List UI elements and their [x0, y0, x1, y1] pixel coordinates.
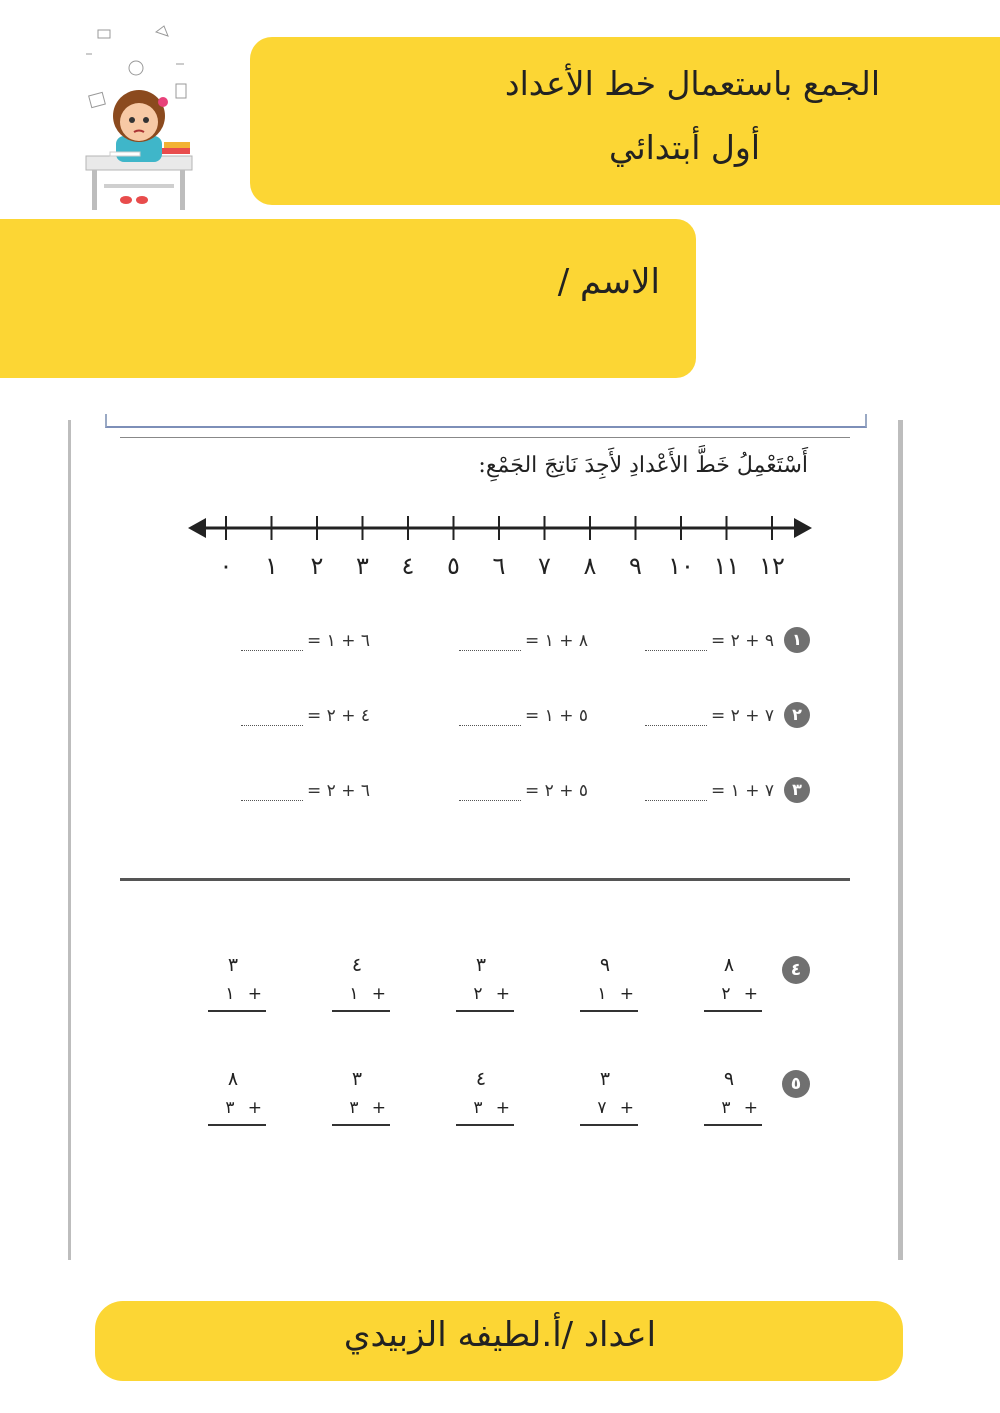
- number-line-label: ١١: [713, 552, 740, 580]
- exercise-number-badge: ٣: [784, 777, 810, 803]
- bottom-number: ١: [225, 984, 235, 1004]
- addition-problem: [241, 706, 370, 726]
- exercise-row: [230, 775, 810, 809]
- worksheet-top-box: [105, 414, 867, 428]
- title-banner: [250, 37, 1000, 205]
- instruction-text: أَسْتَعْمِلُ خَطَّ الأَعْدادِ لأَجِدَ نَاتِجَ الجَمْعِ:: [478, 453, 808, 478]
- number-line-label: ١٠: [668, 552, 694, 580]
- vertical-addition: [332, 954, 392, 1024]
- answer-blank[interactable]: [241, 638, 303, 651]
- problem-text: ٤ + ٢ =: [307, 706, 370, 726]
- number-line-label: ٨: [583, 552, 597, 580]
- top-number: ٩: [599, 954, 611, 976]
- bottom-line: [208, 1098, 266, 1126]
- answer-blank[interactable]: [241, 788, 303, 801]
- bottom-line: [456, 984, 514, 1012]
- bottom-number: ٢: [473, 984, 483, 1004]
- grade-label: أول أبتدائي: [608, 128, 760, 167]
- bottom-number: ٣: [349, 1098, 359, 1118]
- section-divider: [120, 878, 850, 881]
- addition-problem: [459, 631, 588, 651]
- exercise-number-badge: ٤: [782, 956, 810, 984]
- plus-sign: +: [619, 1098, 634, 1118]
- bottom-line: [332, 984, 390, 1012]
- number-line-label: ١: [265, 552, 278, 580]
- addition-problem: [459, 706, 588, 726]
- vertical-addition: [208, 954, 268, 1024]
- bottom-number: ٣: [225, 1098, 235, 1118]
- vertical-addition: [704, 1068, 764, 1138]
- answer-blank[interactable]: [645, 713, 707, 726]
- worksheet-frame-left: [68, 420, 71, 1260]
- top-number: ٤: [351, 954, 363, 976]
- bottom-line: [456, 1098, 514, 1126]
- addition-problem: [459, 781, 588, 801]
- vertical-exercise-row: [200, 1068, 810, 1148]
- number-line-label: ٠: [219, 552, 233, 580]
- problem-text: ٧ + ١ =: [711, 781, 774, 801]
- vertical-addition: [580, 954, 640, 1024]
- number-line-label: ١٢: [759, 552, 785, 580]
- plus-sign: +: [495, 1098, 510, 1118]
- answer-blank[interactable]: [459, 788, 521, 801]
- vertical-addition: [456, 954, 516, 1024]
- addition-problem: [645, 781, 774, 801]
- vertical-addition: [456, 1068, 516, 1138]
- top-number: ٣: [227, 954, 239, 976]
- number-line-label: ٦: [492, 552, 506, 580]
- plus-sign: +: [619, 984, 634, 1004]
- number-line: [180, 510, 820, 590]
- problem-text: ٧ + ٢ =: [711, 706, 774, 726]
- bottom-line: [580, 984, 638, 1012]
- answer-blank[interactable]: [645, 788, 707, 801]
- exercise-number-badge: ١: [784, 627, 810, 653]
- top-number: ٣: [475, 954, 487, 976]
- plus-sign: +: [743, 1098, 758, 1118]
- problem-text: ٨ + ١ =: [525, 631, 588, 651]
- bottom-line: [332, 1098, 390, 1126]
- number-line-label: ٢: [310, 552, 324, 580]
- plus-sign: +: [743, 984, 758, 1004]
- vertical-addition: [580, 1068, 640, 1138]
- student-illustration: [76, 24, 206, 216]
- addition-problem: [241, 781, 370, 801]
- plus-sign: +: [495, 984, 510, 1004]
- bottom-number: ١: [349, 984, 359, 1004]
- exercise-row: [230, 625, 810, 659]
- divider: [120, 437, 850, 438]
- addition-problem: [645, 706, 774, 726]
- worksheet-frame-right: [898, 420, 903, 1260]
- number-line-label: ٥: [447, 552, 460, 580]
- addition-problem: [241, 631, 370, 651]
- top-number: ٣: [599, 1068, 611, 1090]
- number-line-label: ٣: [356, 552, 369, 580]
- top-number: ٣: [351, 1068, 363, 1090]
- exercise-number-badge: ٥: [782, 1070, 810, 1098]
- plus-sign: +: [247, 1098, 262, 1118]
- number-line-label: ٩: [629, 552, 642, 580]
- vertical-addition: [332, 1068, 392, 1138]
- bottom-line: [208, 984, 266, 1012]
- top-number: ٤: [475, 1068, 487, 1090]
- top-number: ٨: [227, 1068, 239, 1090]
- name-label: الاسم /: [557, 262, 660, 302]
- vertical-exercise-row: [200, 954, 810, 1034]
- bottom-number: ٢: [721, 984, 731, 1004]
- bottom-number: ٣: [473, 1098, 483, 1118]
- answer-blank[interactable]: [241, 713, 303, 726]
- exercise-number-badge: ٢: [784, 702, 810, 728]
- answer-blank[interactable]: [459, 713, 521, 726]
- top-number: ٨: [723, 954, 735, 976]
- problem-text: ٦ + ١ =: [307, 631, 370, 651]
- top-number: ٩: [723, 1068, 735, 1090]
- exercise-row: [230, 700, 810, 734]
- author-credit: اعداد /أ.لطيفه الزبيدي: [343, 1315, 657, 1355]
- addition-problem: [645, 631, 774, 651]
- number-line-label: ٤: [401, 552, 415, 580]
- bottom-line: [704, 1098, 762, 1126]
- number-line-label: ٧: [538, 552, 551, 580]
- worksheet-title: الجمع باستعمال خط الأعداد: [504, 64, 880, 103]
- bottom-number: ٣: [721, 1098, 731, 1118]
- answer-blank[interactable]: [459, 638, 521, 651]
- plus-sign: +: [247, 984, 262, 1004]
- arrow-left-icon: [188, 518, 206, 538]
- problem-text: ٥ + ٢ =: [525, 781, 588, 801]
- bottom-line: [580, 1098, 638, 1126]
- problem-text: ٩ + ٢ =: [711, 631, 774, 651]
- bottom-number: ٧: [597, 1098, 607, 1118]
- plus-sign: +: [371, 1098, 386, 1118]
- bottom-line: [704, 984, 762, 1012]
- arrow-right-icon: [794, 518, 812, 538]
- plus-sign: +: [371, 984, 386, 1004]
- vertical-addition: [704, 954, 764, 1024]
- problem-text: ٥ + ١ =: [525, 706, 588, 726]
- answer-blank[interactable]: [645, 638, 707, 651]
- problem-text: ٦ + ٢ =: [307, 781, 370, 801]
- vertical-addition: [208, 1068, 268, 1138]
- bottom-number: ١: [597, 984, 607, 1004]
